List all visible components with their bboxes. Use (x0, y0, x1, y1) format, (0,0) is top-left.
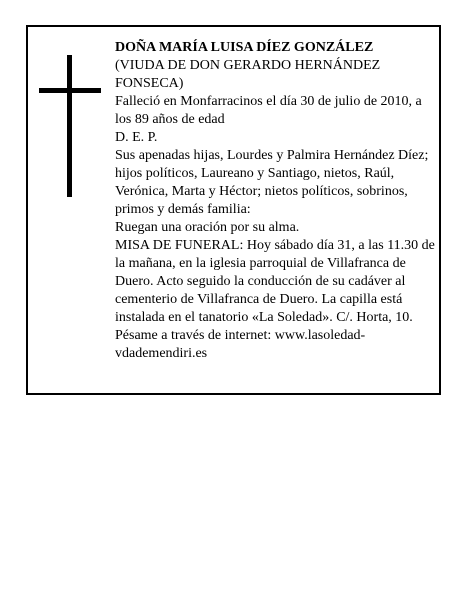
widow-of-line: (VIUDA DE DON GERARDO HERNÁNDEZ FONSECA) (115, 58, 381, 91)
condolences-line: Pésame a través de internet: www.lasoledad-vdademendiri.es (115, 328, 366, 361)
cross-vertical-bar (67, 55, 72, 197)
family-list: Sus apenadas hijas, Lourdes y Palmira Hernández Díez; hijos políticos, Laureano y Santiago, nietos, Raúl, Verónica, Marta y Héctor; nietos políticos, sobrinos, primos y demás familia: (115, 148, 429, 217)
prayer-request: Ruegan una oración por su alma. (115, 220, 300, 235)
cross-horizontal-bar (39, 88, 101, 93)
rip-line: D. E. P. (115, 130, 158, 145)
obituary-notice (26, 25, 441, 395)
death-details: Falleció en Monfarracinos el día 30 de julio de 2010, a los 89 años de edad (115, 94, 422, 127)
funeral-details: MISA DE FUNERAL: Hoy sábado día 31, a las 11.30 de la mañana, en la iglesia parroquial de Villafranca de Duero. Acto seguido la conducción de su cadáver al cementerio de Villafranca de Duero. La capilla está instalada en el tanatorio «La Soledad». C/. Horta, 10. (115, 238, 435, 325)
obituary-text (115, 39, 437, 363)
deceased-name: DOÑA MARÍA LUISA DÍEZ GONZÁLEZ (115, 40, 374, 55)
